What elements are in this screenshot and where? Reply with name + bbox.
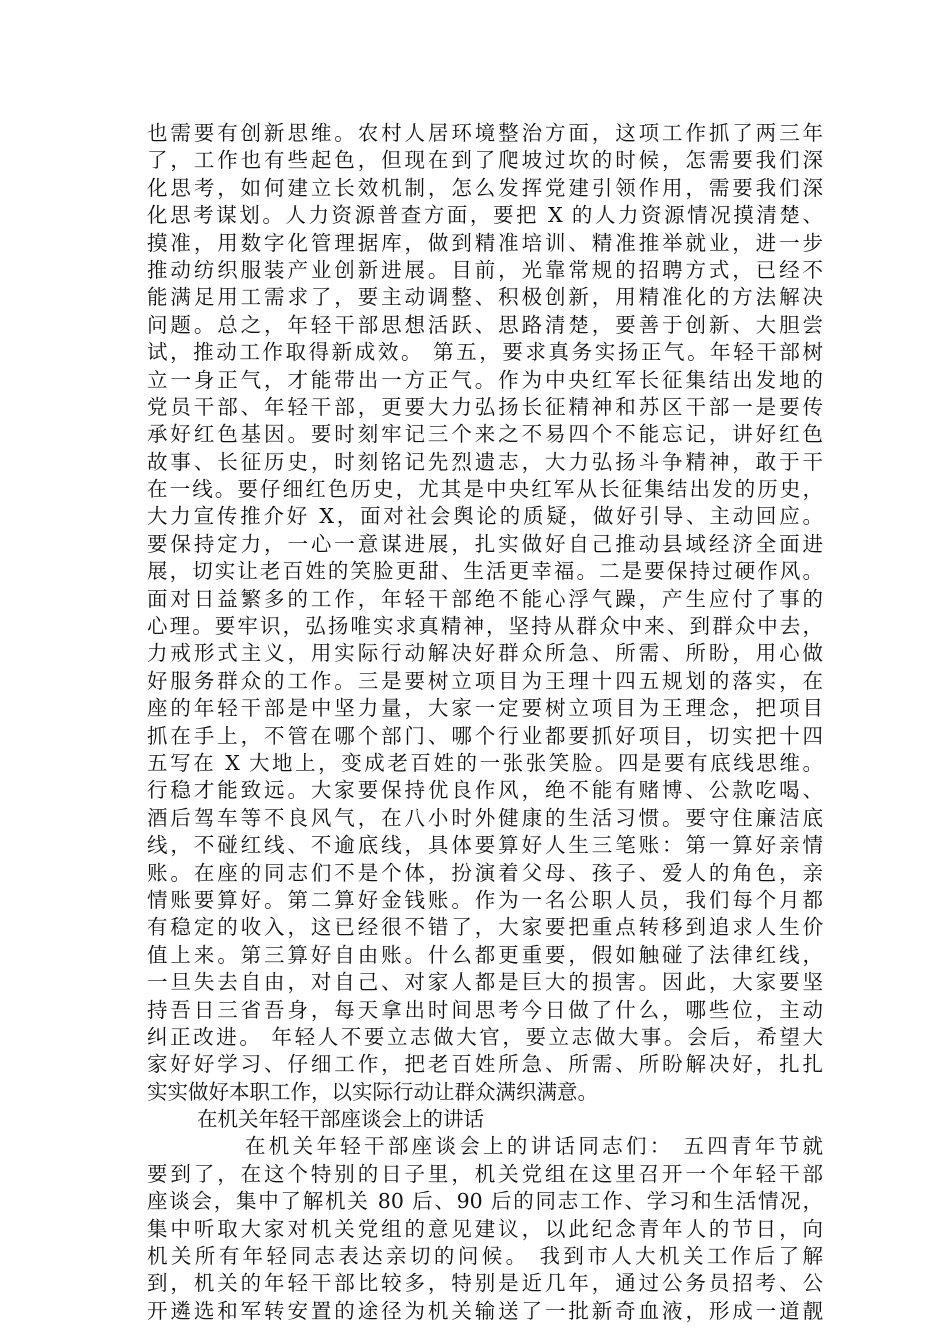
- text-line: 座谈会，集中了解机关 80 后、90 后的同志工作、学习和生活情况，: [147, 1189, 823, 1214]
- document-page: [147, 120, 823, 1325]
- text-line: 纠正改进。 年轻人不要立志做大官，要立志做大事。会后，希望大: [147, 1024, 823, 1049]
- text-line: 一旦失去自由，对自己、对家人都是巨大的损害。因此，大家要坚: [147, 970, 823, 995]
- text-line: 抓在手上，不管在哪个部门、哪个行业都要抓好项目，切实把十四: [147, 723, 823, 748]
- text-line: 党员干部、年轻干部，更要大力弘扬长征精神和苏区干部一是要传: [147, 394, 823, 419]
- text-line: 在一线。要仔细红色历史，尤其是中央红军从长征集结出发的历史，: [147, 477, 823, 502]
- text-line: 值上来。第三算好自由账。什么都更重要，假如触碰了法律红线，: [147, 942, 823, 967]
- text-line: 座的年轻干部是中坚力量，大家一定要树立项目为王理念，把项目: [147, 696, 823, 721]
- text-line: 大力宣传推介好 X，面对社会舆论的质疑，做好引导、主动回应。: [147, 504, 823, 529]
- text-line: 摸准，用数字化管理据库，做到精准培训、精准推举就业，进一步: [147, 230, 823, 255]
- text-line: 推动纺织服装产业创新进展。目前，光靠常规的招聘方式，已经不: [147, 257, 823, 282]
- text-line: 立一身正气，才能带出一方正气。作为中央红军长征集结出发地的: [147, 367, 823, 392]
- text-line: 五写在 X 大地上，变成老百姓的一张张笑脸。四是要有底线思维。: [147, 750, 823, 775]
- text-line: 力戒形式主义，用实际行动解决好群众所急、所需、所盼，用心做: [147, 641, 823, 666]
- section-heading: 在机关年轻干部座谈会上的讲话: [197, 1107, 484, 1132]
- text-line: 化思考谋划。人力资源普查方面，要把 X 的人力资源情况摸清楚、: [147, 203, 823, 228]
- text-line: 面对日益繁多的工作，年轻干部绝不能心浮气躁，产生应付了事的: [147, 586, 823, 611]
- text-line: 好服务群众的工作。三是要树立项目为王理十四五规划的落实，在: [147, 668, 823, 693]
- text-line: 心理。要牢识，弘扬唯实求真精神，坚持从群众中来、到群众中去，: [147, 614, 823, 639]
- text-line: 了，工作也有些起色，但现在到了爬坡过坎的时候，怎需要我们深: [147, 148, 823, 173]
- text-line: 到，机关的年轻干部比较多，特别是近几年，通过公务员招考、公: [147, 1271, 823, 1296]
- text-line: 家好好学习、仔细工作，把老百姓所急、所需、所盼解决好，扎扎: [147, 1052, 823, 1077]
- text-line: 问题。总之，年轻干部思想活跃、思路清楚，要善于创新、大胆尝: [147, 312, 823, 337]
- text-line: 故事、长征历史，时刻铭记先烈遗志，大力弘扬斗争精神，敢于干: [147, 449, 823, 474]
- text-line: 情账要算好。第二算好金钱账。作为一名公职人员，我们每个月都: [147, 887, 823, 912]
- text-line: 持吾日三省吾身，每天拿出时间思考今日做了什么，哪些位，主动: [147, 997, 823, 1022]
- body-text-block-2: [147, 1133, 823, 1325]
- text-line: 有稳定的收入，这已经很不错了，大家要把重点转移到追求人生价: [147, 915, 823, 940]
- text-line: 化思考，如何建立长效机制，怎么发挥党建引领作用，需要我们深: [147, 175, 823, 200]
- body-text-block-1: [147, 120, 823, 1106]
- text-line: 开遴选和军转安置的途径为机关输送了一批新奇血液，形成一道靓: [147, 1298, 823, 1323]
- text-line: 也需要有创新思维。农村人居环境整治方面，这项工作抓了两三年: [147, 121, 823, 145]
- text-line: 行稳才能致远。大家要保持优良作风，绝不能有赌博、公款吃喝、: [147, 778, 823, 803]
- text-line: 试，推动工作取得新成效。 第五，要求真务实扬正气。年轻干部树: [147, 340, 823, 365]
- text-line: 账。在座的同志们不是个体，扮演着父母、孩子、爱人的角色，亲: [147, 860, 823, 885]
- text-line: 要保持定力，一心一意谋进展，扎实做好自己推动县域经济全面进: [147, 531, 823, 556]
- text-line: 酒后驾车等不良风气，在八小时外健康的生活习惯。要守住廉洁底: [147, 805, 823, 830]
- text-line: 要到了，在这个特别的日子里，机关党组在这里召开一个年轻干部: [147, 1161, 823, 1186]
- text-line: 能满足用工需求了，要主动调整、积极创新，用精准化的方法解决: [147, 285, 823, 310]
- text-line: 机关所有年轻同志表达亲切的问候。 我到市人大机关工作后了解: [147, 1244, 823, 1269]
- text-line: 线，不碰红线、不逾底线，具体要算好人生三笔账：第一算好亲情: [147, 833, 823, 858]
- text-line: 展，切实让老百姓的笑脸更甜、生活更幸福。二是要保持过硬作风。: [147, 559, 823, 584]
- text-line: 实实做好本职工作，以实际行动让群众满织满意。: [147, 1079, 598, 1104]
- text-line: 承好红色基因。要时刻牢记三个来之不易四个不能忘记，讲好红色: [147, 422, 823, 447]
- text-line: 集中听取大家对机关党组的意见建议，以此纪念青年人的节日，向: [147, 1216, 823, 1241]
- text-line: 在机关年轻干部座谈会上的讲话同志们： 五四青年节就: [245, 1134, 823, 1159]
